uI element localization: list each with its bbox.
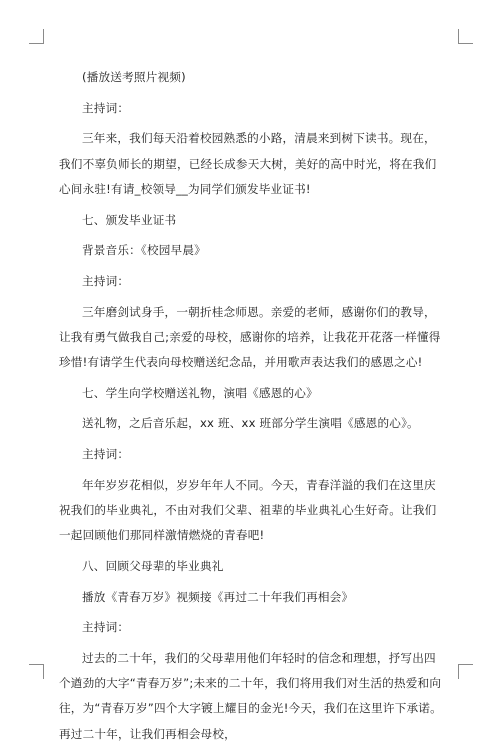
crop-mark-bottom-right bbox=[458, 664, 473, 679]
paragraph-video-note: (播放送考照片视频) bbox=[82, 70, 186, 84]
paragraph-host-speech: 三年来，我们每天沿着校园熟悉的小路，清晨来到树下读书。现在，我们不辜负师长的期望，已经长成参天大树，美好的高中时光，将在我们心间永驻!有请_校领导__为同学们颁发毕业证书! bbox=[59, 131, 437, 196]
paragraph-host-speech: 三年磨剑试身手，一朝折桂念师恩。亲爱的老师，感谢你们的教导，让我有勇气做我自己;亲爱的母校，感谢你的培养，让我花开花落一样懂得珍惜!有请学生代表向母校赠送纪念品，并用歌声表达我们的感恩之心! bbox=[59, 304, 441, 370]
section-heading: 八、回顾父母辈的毕业典礼 bbox=[82, 558, 224, 573]
crop-mark-top-left bbox=[29, 29, 44, 44]
paragraph-background-music: 背景音乐：《校园早晨》 bbox=[82, 243, 206, 258]
paragraph-host-speech: 年年岁岁花相似，岁岁年年人不同。今天，青春洋溢的我们在这里庆祝我们的毕业典礼，不由对我们父辈、祖辈的毕业典礼心生好奇。让我们一起回顾他们那同样激情燃烧的青春吧! bbox=[59, 477, 437, 543]
section-heading: 七、学生向学校赠送礼物，演唱《感恩的心》 bbox=[82, 385, 318, 400]
paragraph-host-label: 主持词： bbox=[82, 447, 130, 462]
section-heading: 七、颁发毕业证书 bbox=[82, 212, 177, 227]
paragraph-host-speech: 过去的二十年，我们的父母辈用他们年轻时的信念和理想，抒写出四个遒劲的大字“青春万岁”;未来的二十年，我们将用我们对生活的热爱和向往，为“青春万岁”四个大字镀上耀目的金光!今天，我们在这里许下承诺。再过二十年，让我们再相会母校， bbox=[59, 651, 442, 741]
paragraph-host-label: 主持词： bbox=[82, 273, 130, 288]
paragraph-stage-direction: 送礼物，之后音乐起，xx 班、xx 班部分学生演唱《感恩的心》。 bbox=[82, 416, 419, 431]
document-body bbox=[59, 65, 443, 747]
crop-mark-top-right bbox=[458, 29, 473, 44]
paragraph-host-label: 主持词： bbox=[82, 100, 130, 115]
paragraph-host-label: 主持词： bbox=[82, 620, 130, 635]
paragraph-stage-direction: 播放《青春万岁》视频接《再过二十年我们再相会》 bbox=[82, 589, 354, 604]
crop-mark-bottom-left bbox=[29, 664, 44, 679]
